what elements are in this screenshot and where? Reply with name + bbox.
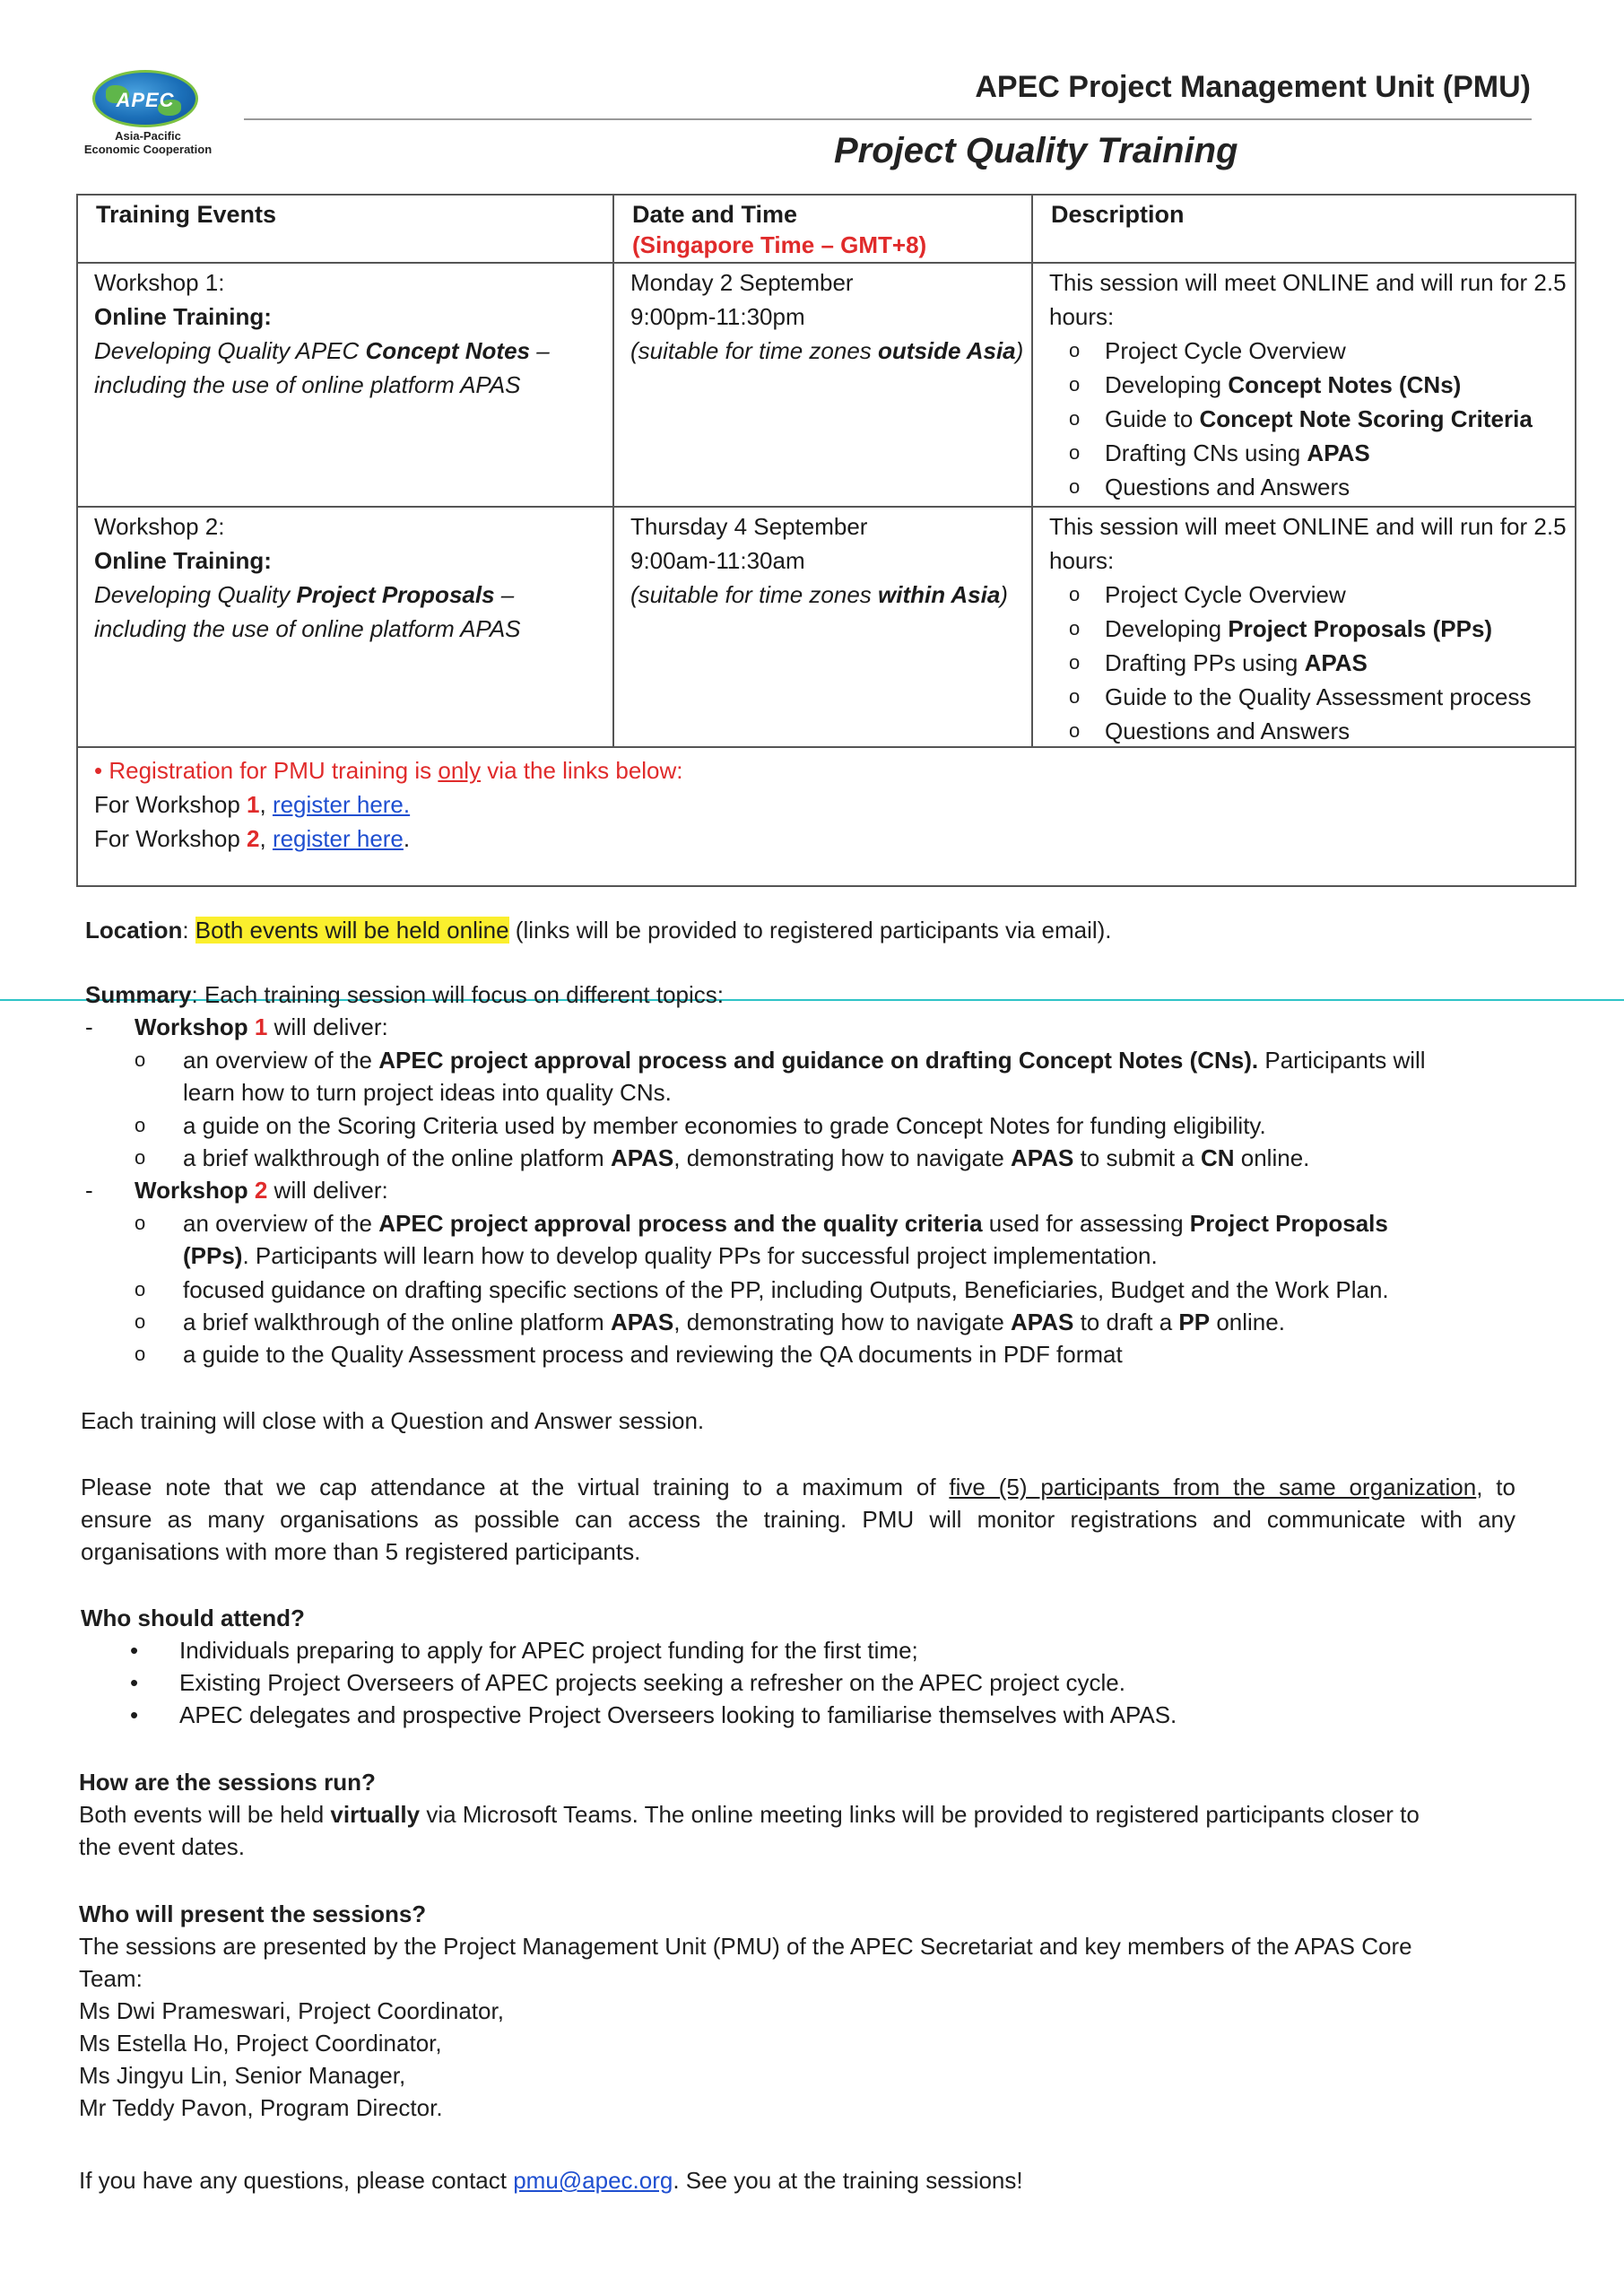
apec-logo [63,54,242,166]
list-item: • Individuals preparing to apply for APEC project funding for the first time; [130,1637,918,1664]
col-header-date: Date and Time (Singapore Time – GMT+8) [632,201,927,258]
list-item: • Existing Project Overseers of APEC projects seeking a refresher on the APEC project cycle. [130,1669,1125,1696]
location-line: Location: Both events will be held online (links will be provided to registered participants via email). [85,917,1112,944]
table-row-2-date: Thursday 4 September 9:00am-11:30am (suitable for time zones within Asia) [630,513,1008,608]
list-item: o an overview of the APEC project approval process and the quality criteria used for assessing Project Proposals (PPs). Participants will learn how to develop quality PPs for successful project implementation. [135,1210,1388,1269]
list-item: o an overview of the APEC project approval process and guidance on drafting Concept Notes (CNs). Participants will learn how to turn project ideas into quality CNs. [135,1047,1426,1106]
contact-line: If you have any questions, please contact pmu@apec.org. See you at the training sessions! [79,2167,1023,2194]
list-item: o Questions and Answers [1069,470,1569,504]
table-row-2-description: This session will meet ONLINE and will run for 2.5 hours: o Project Cycle Overview o Developing Project Proposals (PPs) o Drafting PPs using APAS o Guide to the Quality Assessment process o Questions and Answers [1049,509,1569,748]
header-divider [244,118,1532,120]
list-item: o Developing Concept Notes (CNs) [1069,368,1569,402]
logo-subtitle: Asia-Pacific Economic Cooperation [83,129,213,156]
summary-line: Summary: Each training session will focus on different topics: [85,981,724,1008]
presenter: Mr Teddy Pavon, Program Director. [79,2094,443,2121]
who-present-section: Who will present the sessions? The sessions are presented by the Project Management Unit (PMU) of the APEC Secretariat and key members of the APAS Core Team: Ms Dwi Prameswari, Project Coordinator, Ms Estella Ho, Project Coordinator, Ms Jingyu Lin, Senior Manager, Mr Teddy Pavon, Program Director. [79,1898,1523,2124]
org-title: APEC Project Management Unit (PMU) [975,70,1531,104]
col-header-events: Training Events [96,201,277,228]
list-item: o Developing Project Proposals (PPs) [1069,612,1569,646]
training-table [76,194,1576,887]
list-item: o focused guidance on drafting specific sections of the PP, including Outputs, Beneficiaries, Budget and the Work Plan. [135,1276,1389,1303]
register-link-workshop-2[interactable]: register here [272,825,404,852]
presenter: Ms Dwi Prameswari, Project Coordinator, [79,1997,504,2024]
list-item: o a guide to the Quality Assessment process and reviewing the QA documents in PDF format [135,1341,1123,1368]
presenter: Ms Jingyu Lin, Senior Manager, [79,2062,406,2089]
list-item: o Project Cycle Overview [1069,334,1569,368]
list-item: o a brief walkthrough of the online platform APAS, demonstrating how to navigate APAS to submit a CN online. [135,1144,1310,1171]
email-link[interactable]: pmu@apec.org [513,2167,673,2194]
closing-qa-text: Each training will close with a Question and Answer session. [81,1407,705,1434]
presenter: Ms Estella Ho, Project Coordinator, [79,2030,442,2057]
table-row-1-date: Monday 2 September 9:00pm-11:30pm (suitable for time zones outside Asia) [630,269,1024,364]
list-item: o Drafting CNs using APAS [1069,436,1569,470]
list-item: o Project Cycle Overview [1069,578,1569,612]
list-item: o a guide on the Scoring Criteria used by member economies to grade Concept Notes for funding eligibility. [135,1112,1266,1139]
list-item: o Guide to the Quality Assessment process [1069,680,1569,714]
list-item: o a brief walkthrough of the online platform APAS, demonstrating how to navigate APAS to draft a PP online. [135,1309,1285,1335]
list-item: • APEC delegates and prospective Project Overseers looking to familiarise themselves with APAS. [130,1701,1177,1728]
who-attend-heading: Who should attend? [81,1605,305,1631]
globe-icon: APEC [92,70,198,127]
register-link-workshop-1[interactable]: register here. [272,791,411,818]
table-row-1-event: Workshop 1: Online Training: Developing Quality APEC Concept Notes – including the use of online platform APAS [94,269,550,398]
registration-section: • Registration for PMU training is only via the links below: For Workshop 1, register here. For Workshop 2, register here. [94,757,683,852]
table-row-2-event: Workshop 2: Online Training: Developing Quality Project Proposals – including the use of online platform APAS [94,513,521,642]
col-header-description: Description [1051,201,1185,228]
list-item: o Drafting PPs using APAS [1069,646,1569,680]
list-item: o Guide to Concept Note Scoring Criteria [1069,402,1569,436]
how-run-section: How are the sessions run? Both events will be held virtually via Microsoft Teams. The online meeting links will be provided to registered participants closer to the event dates. [79,1769,1420,1860]
page-title: Project Quality Training [834,131,1238,170]
list-item: o Questions and Answers [1069,714,1569,748]
table-row-1-description: This session will meet ONLINE and will run for 2.5 hours: o Project Cycle Overview o Developing Concept Notes (CNs) o Guide to Concept Note Scoring Criteria o Drafting CNs using APAS o Questions and Answers [1049,265,1569,504]
attendance-cap-paragraph: Please note that we cap attendance at the virtual training to a maximum of five (5) participants from the same organization, to ensure as many organisations as possible can access the training. PMU will monitor registrations and communicate with any organisations with more than 5 registered participants. [81,1474,1515,1565]
